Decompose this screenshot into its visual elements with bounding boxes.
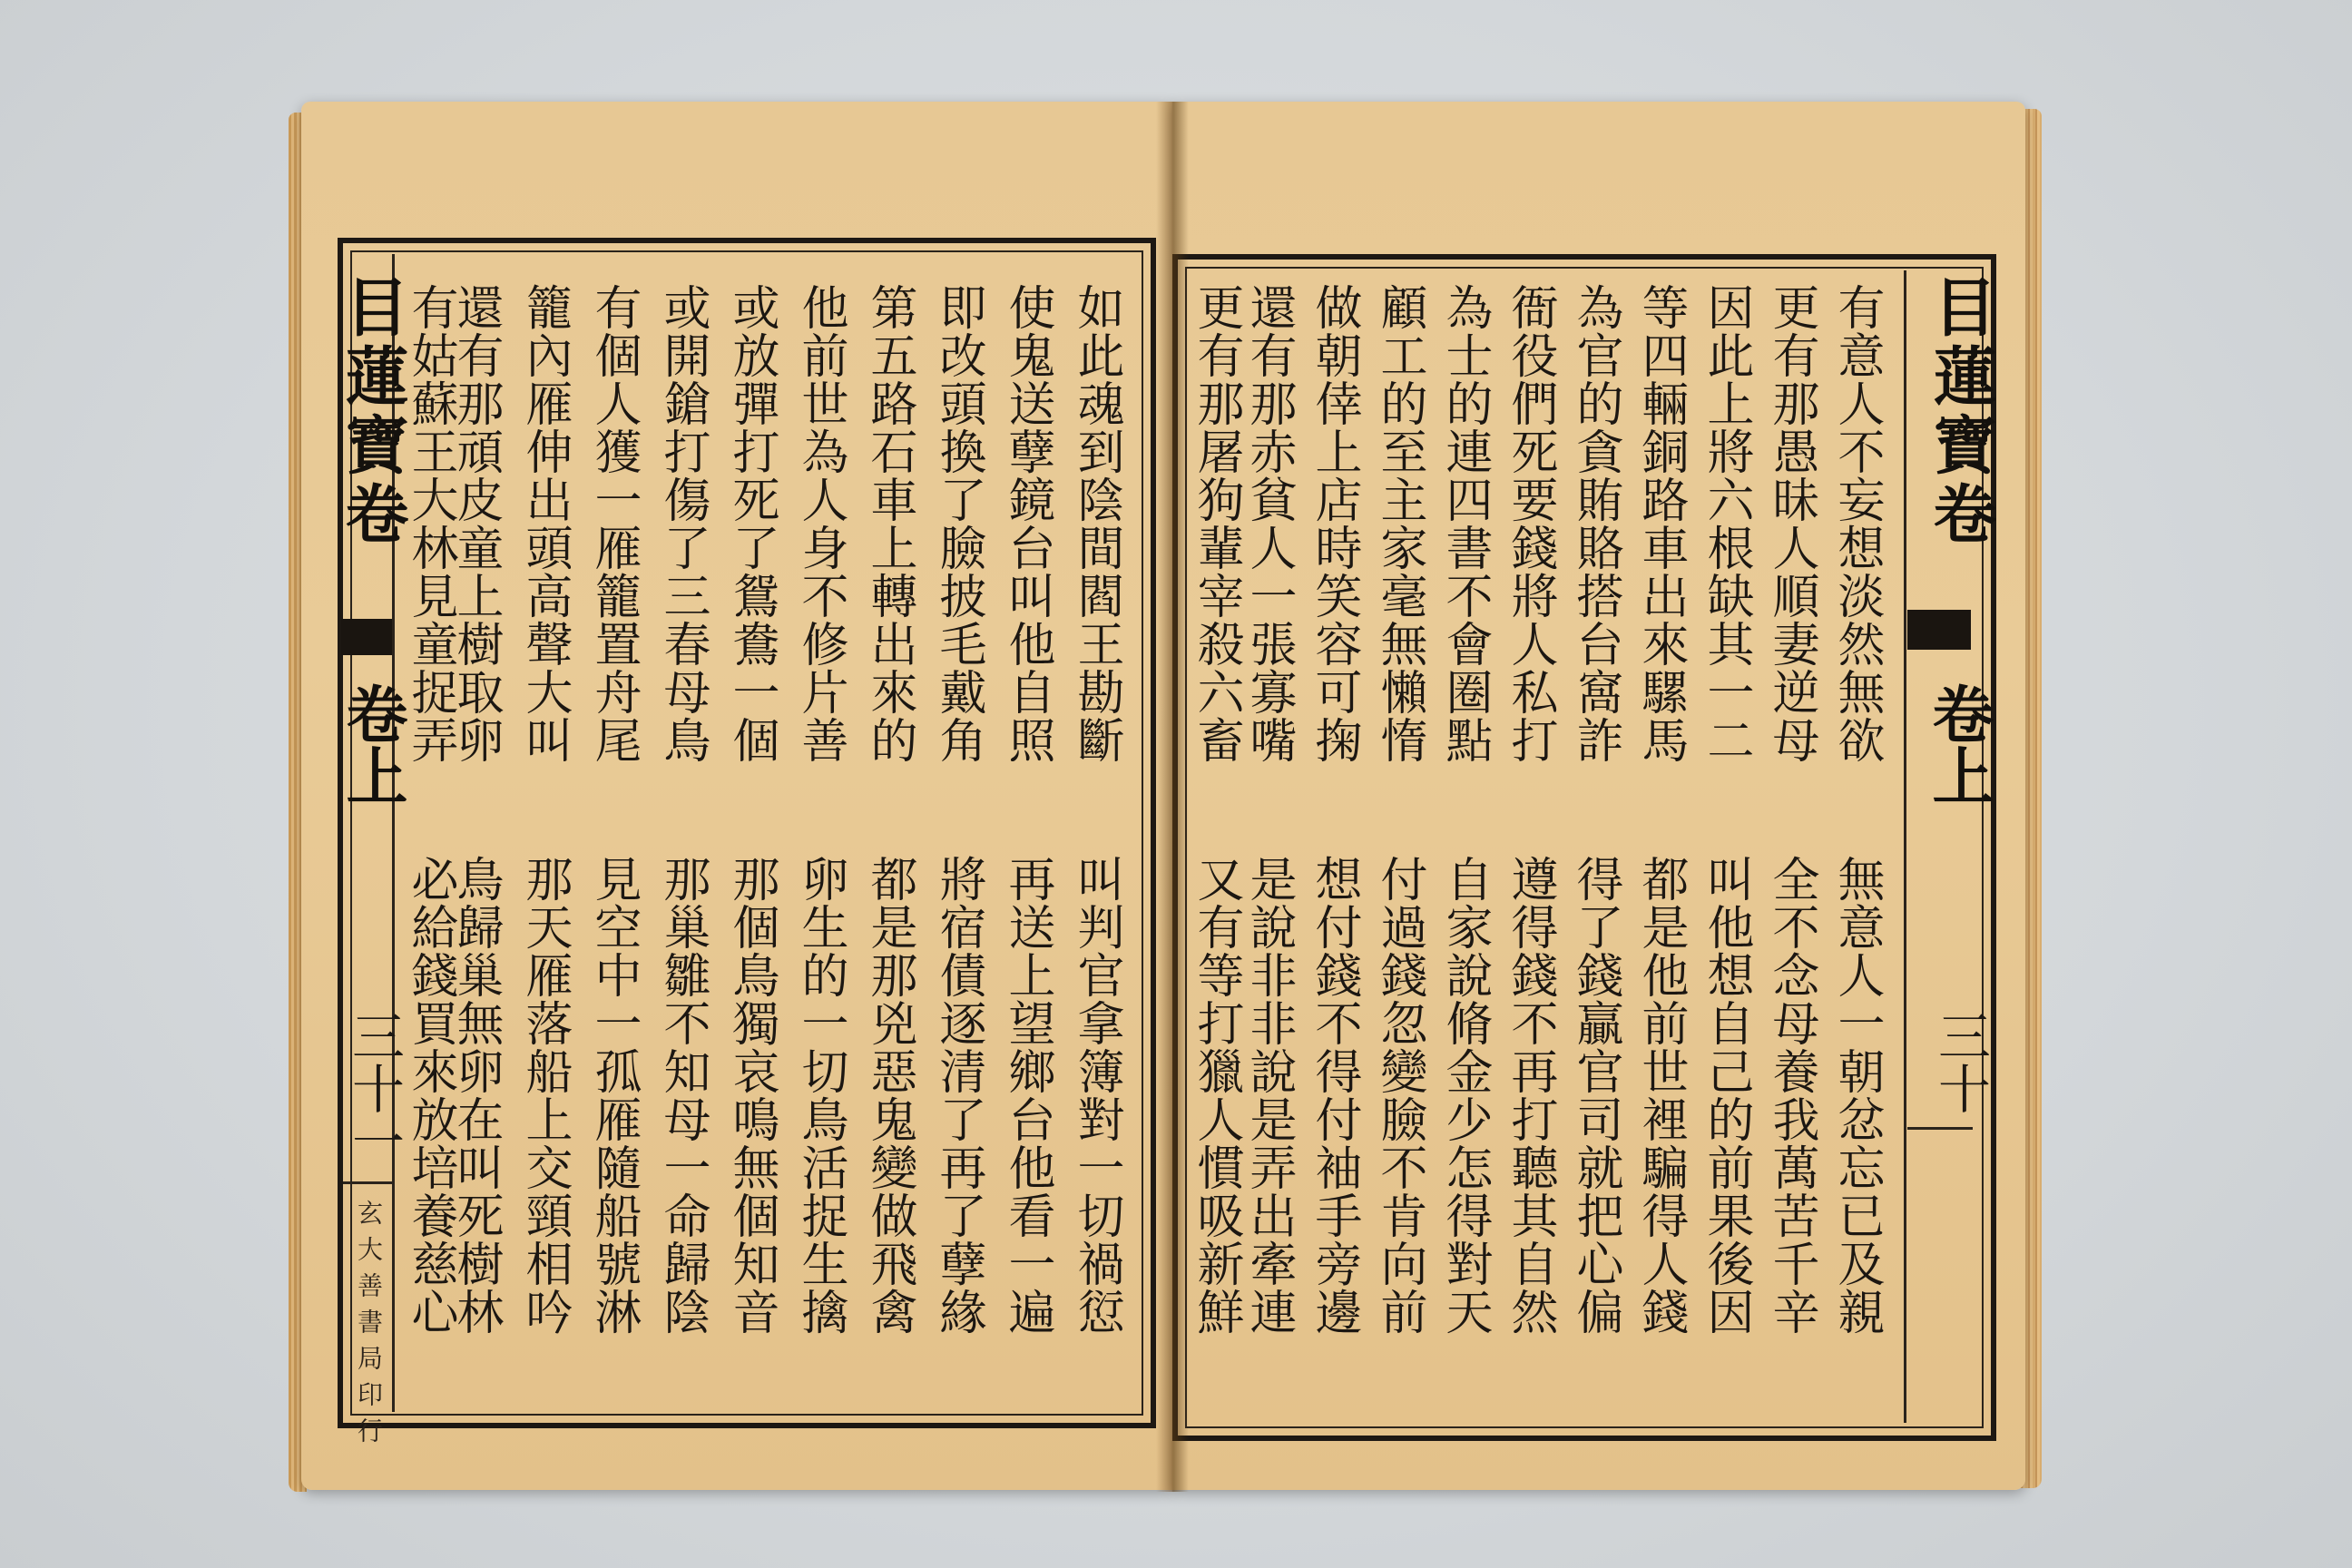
left-upper-col-9: 籠內雁伸出頭高聲大叫 — [517, 283, 572, 764]
right-lower-col-8: 付過錢忽變臉不肯向前 — [1372, 855, 1426, 1336]
left-upper-col-11: 有姑蘇王大林見童捉弄 — [403, 283, 457, 764]
right-lower-col-11: 又有等打獵人慣吸新鮮 — [1189, 855, 1243, 1336]
right-lower-col-9: 想付錢不得付袖手旁邊 — [1307, 855, 1361, 1336]
left-lower-col-7: 那巢雛不知母一命歸陰 — [655, 855, 710, 1336]
right-upper-col-1: 有意人不妄想淡然無欲 — [1829, 283, 1884, 764]
left-lower-col-2: 再送上望鄉台他看一遍 — [1000, 855, 1054, 1336]
left-upper-col-5: 他前世為人身不修片善 — [793, 283, 848, 764]
left-upper-col-7: 或開鎗打傷了三春母鳥 — [655, 283, 710, 764]
left-strip-page-number: 三十一 — [343, 1009, 405, 1167]
right-upper-col-9: 做朝倖上店時笑容可掬 — [1307, 283, 1361, 764]
left-lower-col-6: 那個鳥獨哀鳴無個知音 — [724, 855, 779, 1336]
left-strip-divider — [343, 1181, 392, 1184]
book-gutter — [1156, 102, 1189, 1492]
right-strip-divider — [1907, 1127, 1973, 1130]
left-upper-col-1: 如此魂到陰間閻王勘斷 — [1069, 283, 1123, 764]
left-lower-col-10: 鳥歸巢無卵在叫死樹林 — [448, 855, 503, 1336]
right-upper-col-11: 更有那屠狗輩宰殺六畜 — [1189, 283, 1243, 764]
left-upper-col-3: 即改頭換了臉披毛戴角 — [931, 283, 985, 764]
right-strip-page-number: 三十 — [1929, 1009, 1991, 1114]
left-lower-col-4: 都是那兇惡鬼變做飛禽 — [862, 855, 916, 1336]
left-lower-col-8: 見空中一孤雁隨船號淋 — [586, 855, 641, 1336]
right-lower-col-2: 全不念母養我萬苦千辛 — [1764, 855, 1818, 1336]
left-lower-col-5: 卵生的一切鳥活捉生擒 — [793, 855, 848, 1336]
right-upper-col-4: 等四輛銅路車出來騾馬 — [1633, 283, 1688, 764]
right-lower-col-6: 遵得錢不再打聽其自然 — [1503, 855, 1557, 1336]
right-strip-title: 目蓮寶卷 — [1923, 274, 1998, 550]
right-strip-volume: 卷上 — [1922, 682, 1994, 806]
left-upper-col-2: 使鬼送孽鏡台叫他自照 — [1000, 283, 1054, 764]
right-strip-rule — [1904, 270, 1906, 1423]
left-lower-col-1: 叫判官拿簿對一切禍愆 — [1069, 855, 1123, 1336]
right-upper-col-7: 為士的連四書不會圈點 — [1437, 283, 1492, 764]
right-page — [1172, 102, 2025, 1490]
left-strip-publisher: 玄大善書局印行 — [354, 1200, 384, 1454]
left-upper-col-4: 第五路石車上轉出來的 — [862, 283, 916, 764]
left-lower-col-9: 那天雁落船上交頸相吟 — [517, 855, 572, 1336]
left-lower-col-11: 必給錢買來放培養慈心 — [403, 855, 457, 1336]
right-lower-col-4: 都是他前世裡騙得人錢 — [1633, 855, 1688, 1336]
right-upper-col-10: 還有那赤貧人一張寡嘴 — [1241, 283, 1296, 764]
right-lower-col-3: 叫他想自己的前果後因 — [1699, 855, 1753, 1336]
left-upper-col-10: 還有那頑皮童上樹取卵 — [448, 283, 503, 764]
right-lower-col-7: 自家說脩金少怎得對天 — [1437, 855, 1492, 1336]
open-book — [289, 102, 2042, 1504]
right-upper-col-6: 衙役們死要錢將人私打 — [1503, 283, 1557, 764]
left-fish-tail-mark — [341, 619, 392, 655]
right-upper-col-8: 顧工的至主家毫無懶惰 — [1372, 283, 1426, 764]
right-lower-col-5: 得了錢贏官司就把心偏 — [1568, 855, 1622, 1336]
left-page — [301, 102, 1172, 1490]
left-strip-volume: 卷上 — [336, 682, 408, 806]
right-upper-col-2: 更有那愚昧人順妻逆母 — [1764, 283, 1818, 764]
right-upper-col-3: 因此上將六根缺其一二 — [1699, 283, 1753, 764]
left-lower-col-3: 將宿債逐清了再了孽緣 — [931, 855, 985, 1336]
right-upper-col-5: 為官的貪賄賂搭台窩詐 — [1568, 283, 1622, 764]
right-fish-tail-mark — [1907, 610, 1971, 650]
right-lower-col-10: 是說非非說是弄出牽連 — [1241, 855, 1296, 1336]
left-strip-title: 目蓮寶卷 — [335, 274, 410, 550]
left-upper-col-6: 或放彈打死了鴛鴦一個 — [724, 283, 779, 764]
right-lower-col-1: 無意人一朝忿忘已及親 — [1829, 855, 1884, 1336]
left-upper-col-8: 有個人獲一雁籠置舟尾 — [586, 283, 641, 764]
